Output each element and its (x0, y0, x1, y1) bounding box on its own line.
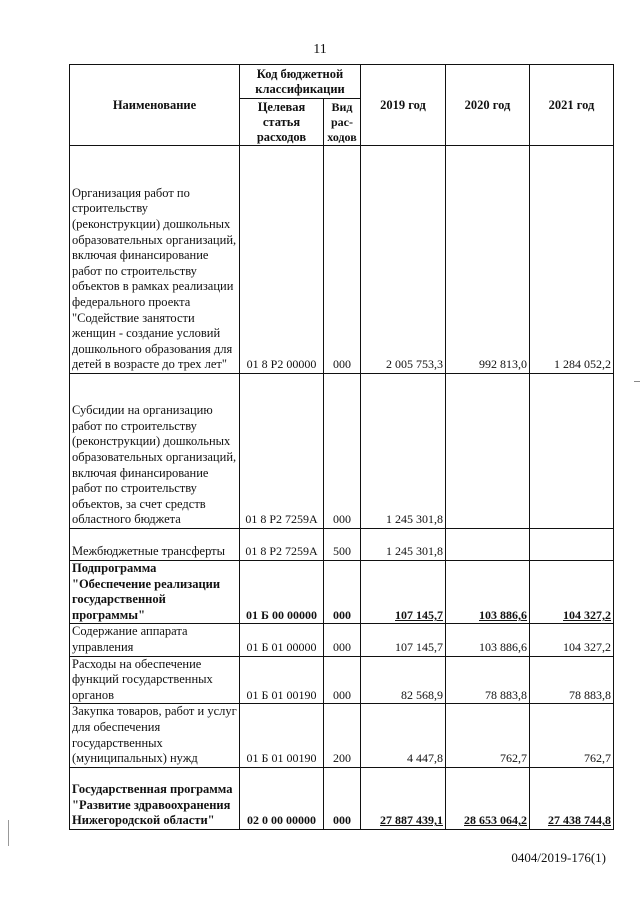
table-row (70, 767, 614, 829)
row-expense-type: 000 (324, 624, 361, 656)
row-value-2020: 103 886,6 (446, 561, 530, 624)
row-value-2019: 2 005 753,3 (361, 146, 446, 374)
row-name: Государственная программа "Развитие здравоохранения Нижегородской области" (70, 767, 240, 829)
row-target-code: 01 8 P2 00000 (240, 146, 324, 374)
row-name: Содержание аппарата управления (70, 624, 240, 656)
row-value-2020 (446, 529, 530, 561)
row-expense-type: 000 (324, 656, 361, 704)
row-value-2020: 28 653 064,2 (446, 767, 530, 829)
row-target-code: 01 Б 01 00000 (240, 624, 324, 656)
row-value-2019: 27 887 439,1 (361, 767, 446, 829)
budget-table (69, 64, 614, 830)
row-value-2019: 107 145,7 (361, 561, 446, 624)
row-value-2020 (446, 374, 530, 529)
row-value-2021: 762,7 (530, 704, 614, 767)
row-value-2020: 992 813,0 (446, 146, 530, 374)
row-value-2021: 27 438 744,8 (530, 767, 614, 829)
row-target-code: 01 8 P2 7259A (240, 529, 324, 561)
header-expense-type: Вид рас-ходов (324, 99, 361, 146)
row-value-2021: 104 327,2 (530, 561, 614, 624)
table-row (70, 561, 614, 624)
row-expense-type: 000 (324, 767, 361, 829)
table-row (70, 704, 614, 767)
table-row (70, 374, 614, 529)
row-expense-type: 000 (324, 374, 361, 529)
row-value-2021: 1 284 052,2 (530, 146, 614, 374)
row-target-code: 01 8 P2 7259A (240, 374, 324, 529)
row-value-2019: 1 245 301,8 (361, 529, 446, 561)
row-name: Подпрограмма "Обеспечение реализации государственной программы" (70, 561, 240, 624)
table-row (70, 146, 614, 374)
row-value-2021 (530, 529, 614, 561)
header-2019: 2019 год (361, 65, 446, 146)
scan-margin-mark (8, 820, 9, 846)
table-row (70, 624, 614, 656)
table-row (70, 656, 614, 704)
row-target-code: 01 Б 01 00190 (240, 704, 324, 767)
header-2021: 2021 год (530, 65, 614, 146)
row-name: Закупка товаров, работ и услуг для обеспечения государственных (муниципальных) нужд (70, 704, 240, 767)
row-value-2021: 104 327,2 (530, 624, 614, 656)
scan-edge-mark (634, 381, 640, 382)
row-expense-type: 000 (324, 146, 361, 374)
row-value-2019: 4 447,8 (361, 704, 446, 767)
header-name: Наименование (70, 65, 240, 146)
row-expense-type: 200 (324, 704, 361, 767)
row-target-code: 01 Б 00 00000 (240, 561, 324, 624)
document-number: 0404/2019-176(1) (511, 850, 606, 865)
page-number: 11 (313, 42, 327, 57)
row-expense-type: 500 (324, 529, 361, 561)
row-target-code: 01 Б 01 00190 (240, 656, 324, 704)
row-value-2020: 762,7 (446, 704, 530, 767)
row-name: Межбюджетные трансферты (70, 529, 240, 561)
header-budget-code: Код бюджетной классификации (240, 65, 361, 99)
row-target-code: 02 0 00 00000 (240, 767, 324, 829)
header-2020: 2020 год (446, 65, 530, 146)
table-row (70, 529, 614, 561)
row-value-2021 (530, 374, 614, 529)
row-name: Субсидии на организацию работ по строительству (реконструкции) дошкольных образовательных организаций, включая финансирование работ по строительству объектов, за счет средств областного бюджета (70, 374, 240, 529)
header-target-article: Целевая статья расходов (240, 99, 324, 146)
row-value-2019: 1 245 301,8 (361, 374, 446, 529)
row-value-2019: 82 568,9 (361, 656, 446, 704)
row-value-2020: 78 883,8 (446, 656, 530, 704)
row-value-2020: 103 886,6 (446, 624, 530, 656)
row-expense-type: 000 (324, 561, 361, 624)
row-value-2021: 78 883,8 (530, 656, 614, 704)
row-name: Расходы на обеспечение функций государственных органов (70, 656, 240, 704)
row-name: Организация работ по строительству (реконструкции) дошкольных образовательных организаций, включая финансирование работ по строительству объектов в рамках реализации федерального проекта "Содействие занятости женщин - создание условий дошкольного образования для детей в возрасте до трех лет" (70, 146, 240, 374)
row-value-2019: 107 145,7 (361, 624, 446, 656)
